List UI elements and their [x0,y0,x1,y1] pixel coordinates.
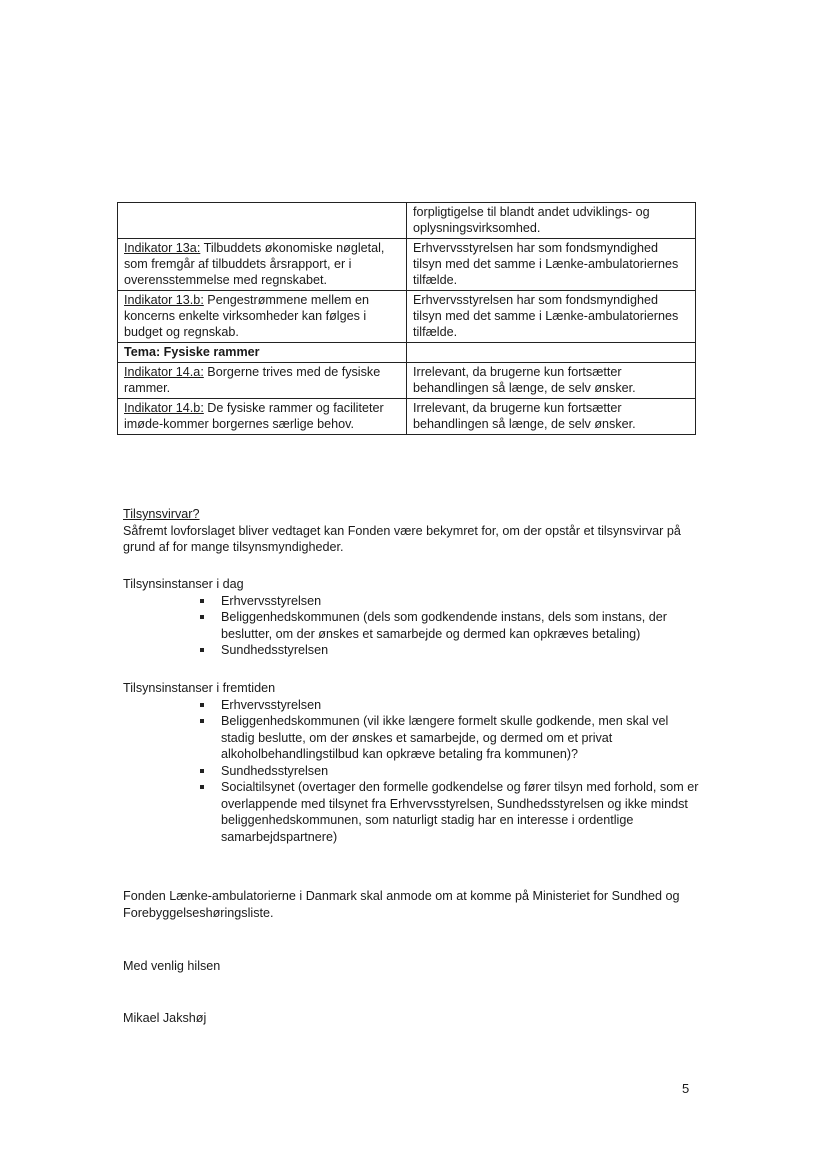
indicator-text: Pengestrømmene mellem en koncerns enkelte virksomheder kan følges i budget og regnskab. [124,293,369,339]
indicator-label: Indikator 13a: [124,241,201,255]
future-list [123,697,703,846]
table-row [118,239,696,291]
table-row [118,363,696,399]
signature: Mikael Jakshøj [123,1011,207,1025]
indicator-label: Indikator 14.a: [124,365,204,379]
square-bullet-icon [200,785,204,789]
greeting: Med venlig hilsen [123,959,221,973]
future-heading: Tilsynsinstanser i fremtiden [123,681,276,695]
square-bullet-icon [200,769,204,773]
table-cell-right [407,343,696,363]
square-bullet-icon [200,599,204,603]
table-cell-right: Irrelevant, da brugerne kun fortsætter behandlingen så længe, de selv ønsker. [407,399,696,435]
page-number: 5 [682,1081,690,1096]
table-cell-left [118,239,407,291]
square-bullet-icon [200,703,204,707]
section-intro: Såfremt lovforslaget bliver vedtaget kan Fonden være bekymret for, om der opstår et tilsynsvirvar på grund af for mange tilsynsmyndigheder. [123,523,681,554]
list-item: Sundhedsstyrelsen [123,763,703,780]
list-item: Beliggenhedskommunen (dels som godkendende instans, dels som instans, der beslutter, om der ønskes et samarbejde og dermed kan opkræves betaling) [123,609,703,642]
table-cell-right: Irrelevant, da brugerne kun fortsætter behandlingen så længe, de selv ønsker. [407,363,696,399]
table-cell-left [118,203,407,239]
square-bullet-icon [200,615,204,619]
today-list [123,593,703,659]
table-cell-left [118,291,407,343]
future-block [123,680,703,845]
indicator-label: Indikator 14.b: [124,401,204,415]
supervision-section [123,506,703,556]
square-bullet-icon [200,648,204,652]
indicator-text: De fysiske rammer og faciliteter imøde-kommer borgernes særlige behov. [124,401,384,431]
table-row [118,399,696,435]
indicator-text: Tilbuddets økonomiske nøgletal, som fremgår af tilbuddets årsrapport, er i overensstemmelse med regnskabet. [124,241,385,287]
list-item: Erhvervsstyrelsen [123,593,703,610]
table-row [118,291,696,343]
table-cell-right: forpligtigelse til blandt andet udviklings- og oplysningsvirksomhed. [407,203,696,239]
list-item: Socialtilsynet (overtager den formelle godkendelse og fører tilsyn med forhold, som er overlappende med tilsynet fra Erhvervsstyrelsen, Sundhedsstyrelsen og ikke mindst beliggenhedskommunen, som naturligt stadig har en interesse i ordentlige samarbejdspartnere) [123,779,703,845]
table-cell-left [118,399,407,435]
today-block [123,576,703,659]
indicator-text: Borgerne trives med de fysiske rammer. [124,365,381,395]
square-bullet-icon [200,719,204,723]
list-item: Beliggenhedskommunen (vil ikke længere formelt skulle godkende, men skal vel stadig beslutte, om der ønskes et samarbejde, og dermed om et privat alkoholbehandlingstilbud kan opkræve betaling fra kommunen)? [123,713,703,763]
section-heading: Tilsynsvirvar? [123,507,200,521]
indicator-label: Indikator 13.b: [124,293,204,307]
closing-request: Fonden Lænke-ambulatorierne i Danmark skal anmode om at komme på Ministeriet for Sundhed og Forebyggelseshøringsliste. [123,889,680,920]
today-heading: Tilsynsinstanser i dag [123,577,244,591]
table-cell-left [118,363,407,399]
list-item: Sundhedsstyrelsen [123,642,703,659]
table-row [118,203,696,239]
table-cell-right: Erhvervsstyrelsen har som fondsmyndighed tilsyn med det samme i Lænke-ambulatoriernes tilfælde. [407,239,696,291]
theme-heading: Tema: Fysiske rammer [118,343,407,363]
table-cell-right: Erhvervsstyrelsen har som fondsmyndighed tilsyn med det samme i Lænke-ambulatoriernes tilfælde. [407,291,696,343]
list-item: Erhvervsstyrelsen [123,697,703,714]
table-row [118,343,696,363]
indicator-table [117,202,696,435]
